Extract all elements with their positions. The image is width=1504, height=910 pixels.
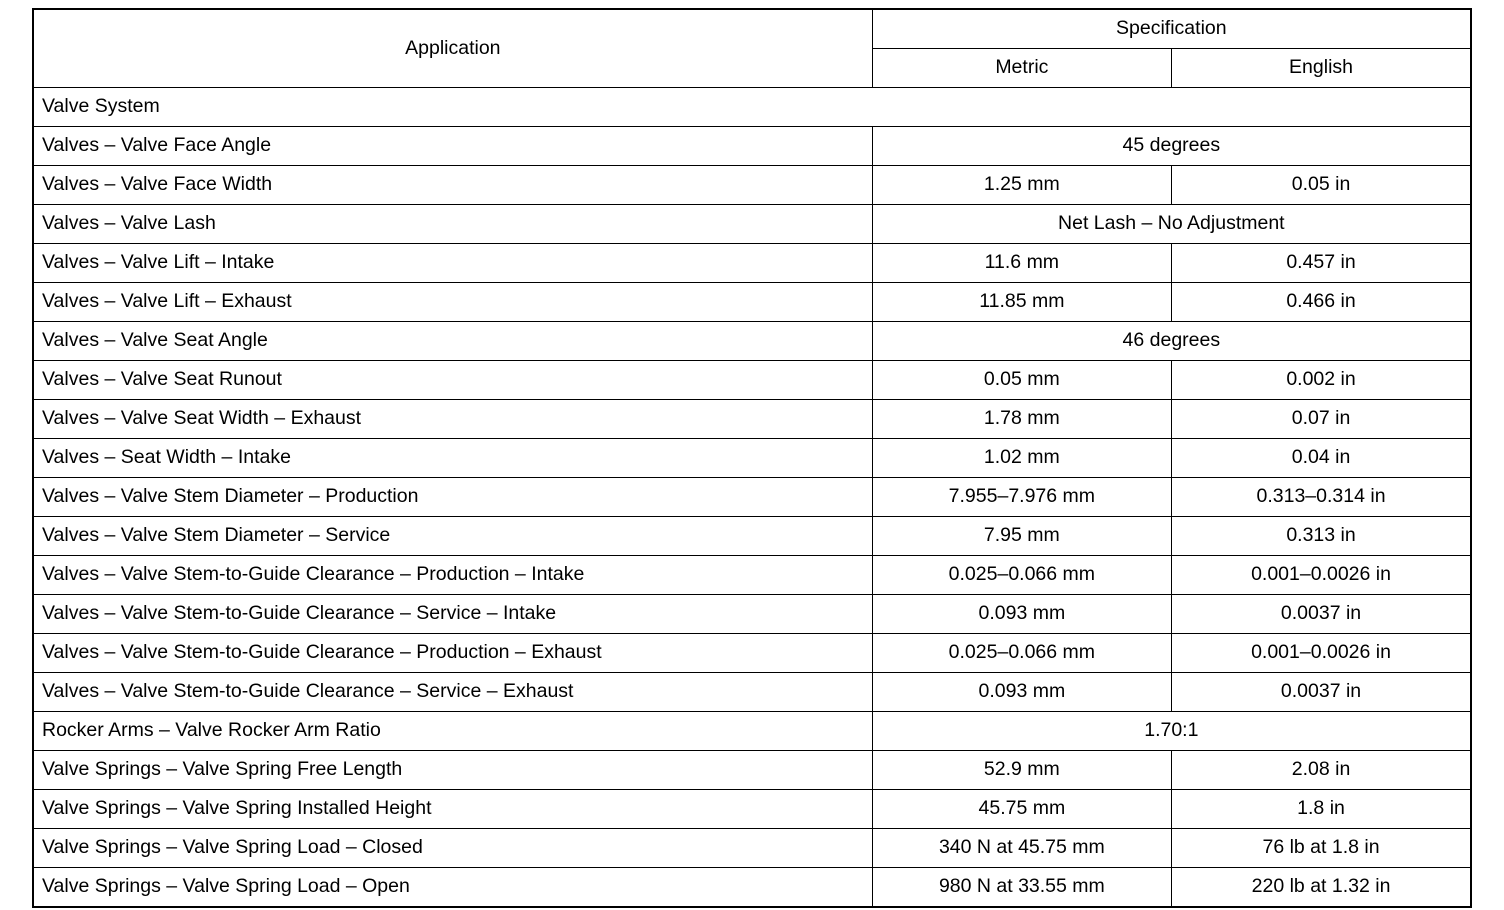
- table-header-row-primary: [33, 9, 1471, 49]
- cell-metric: 0.025–0.066 mm: [872, 556, 1171, 595]
- table-row: [33, 790, 1471, 829]
- cell-application: Valves – Valve Stem-to-Guide Clearance – Service – Exhaust: [33, 673, 872, 712]
- table-row: [33, 517, 1471, 556]
- cell-metric: 1.25 mm: [872, 166, 1171, 205]
- table-row: [33, 829, 1471, 868]
- cell-english: 1.8 in: [1172, 790, 1471, 829]
- cell-metric: 11.6 mm: [872, 244, 1171, 283]
- cell-application: Valves – Valve Stem-to-Guide Clearance – Production – Intake: [33, 556, 872, 595]
- cell-specification-combined: 46 degrees: [872, 322, 1471, 361]
- cell-application: Valve Springs – Valve Spring Installed Height: [33, 790, 872, 829]
- cell-metric: 7.955–7.976 mm: [872, 478, 1171, 517]
- group-label-valve-system: Valve System: [33, 88, 1471, 127]
- cell-specification-combined: Net Lash – No Adjustment: [872, 205, 1471, 244]
- cell-application: Valves – Valve Stem-to-Guide Clearance – Production – Exhaust: [33, 634, 872, 673]
- cell-application: Valves – Seat Width – Intake: [33, 439, 872, 478]
- cell-metric: 0.093 mm: [872, 673, 1171, 712]
- cell-metric: 980 N at 33.55 mm: [872, 868, 1171, 908]
- valve-system-specification-table: [32, 8, 1472, 908]
- table-group-row: [33, 88, 1471, 127]
- cell-application: Rocker Arms – Valve Rocker Arm Ratio: [33, 712, 872, 751]
- table-row: [33, 868, 1471, 908]
- cell-metric: 11.85 mm: [872, 283, 1171, 322]
- table-row: [33, 166, 1471, 205]
- cell-english: 0.457 in: [1172, 244, 1471, 283]
- cell-application: Valves – Valve Lift – Exhaust: [33, 283, 872, 322]
- cell-english: 0.0037 in: [1172, 673, 1471, 712]
- table-row: [33, 556, 1471, 595]
- table-row: [33, 400, 1471, 439]
- cell-english: 0.001–0.0026 in: [1172, 634, 1471, 673]
- cell-application: Valves – Valve Seat Angle: [33, 322, 872, 361]
- table-row: [33, 205, 1471, 244]
- cell-english: 220 lb at 1.32 in: [1172, 868, 1471, 908]
- cell-application: Valves – Valve Stem Diameter – Service: [33, 517, 872, 556]
- cell-english: 0.313–0.314 in: [1172, 478, 1471, 517]
- cell-english: 0.002 in: [1172, 361, 1471, 400]
- column-header-metric: Metric: [872, 49, 1171, 88]
- table-row: [33, 361, 1471, 400]
- table-row: [33, 283, 1471, 322]
- cell-application: Valves – Valve Seat Width – Exhaust: [33, 400, 872, 439]
- cell-application: Valves – Valve Lash: [33, 205, 872, 244]
- cell-metric: 45.75 mm: [872, 790, 1171, 829]
- cell-metric: 340 N at 45.75 mm: [872, 829, 1171, 868]
- table-row: [33, 634, 1471, 673]
- table-row: [33, 439, 1471, 478]
- table-row: [33, 244, 1471, 283]
- cell-english: 0.0037 in: [1172, 595, 1471, 634]
- cell-metric: 0.05 mm: [872, 361, 1171, 400]
- table-row: [33, 673, 1471, 712]
- cell-english: 0.07 in: [1172, 400, 1471, 439]
- table-row: [33, 478, 1471, 517]
- cell-application: Valve Springs – Valve Spring Free Length: [33, 751, 872, 790]
- cell-application: Valve Springs – Valve Spring Load – Open: [33, 868, 872, 908]
- cell-specification-combined: 45 degrees: [872, 127, 1471, 166]
- cell-english: 2.08 in: [1172, 751, 1471, 790]
- cell-metric: 1.02 mm: [872, 439, 1171, 478]
- column-header-english: English: [1172, 49, 1471, 88]
- cell-english: 0.466 in: [1172, 283, 1471, 322]
- cell-application: Valves – Valve Lift – Intake: [33, 244, 872, 283]
- cell-metric: 0.025–0.066 mm: [872, 634, 1171, 673]
- cell-application: Valves – Valve Stem Diameter – Production: [33, 478, 872, 517]
- cell-application: Valves – Valve Stem-to-Guide Clearance – Service – Intake: [33, 595, 872, 634]
- cell-metric: 1.78 mm: [872, 400, 1171, 439]
- cell-english: 76 lb at 1.8 in: [1172, 829, 1471, 868]
- cell-specification-combined: 1.70:1: [872, 712, 1471, 751]
- cell-application: Valves – Valve Face Width: [33, 166, 872, 205]
- cell-application: Valves – Valve Seat Runout: [33, 361, 872, 400]
- cell-english: 0.05 in: [1172, 166, 1471, 205]
- table-row: [33, 127, 1471, 166]
- column-header-specification: Specification: [872, 9, 1471, 49]
- table-row: [33, 712, 1471, 751]
- cell-english: 0.04 in: [1172, 439, 1471, 478]
- cell-application: Valves – Valve Face Angle: [33, 127, 872, 166]
- column-header-application: Application: [33, 9, 872, 88]
- cell-metric: 7.95 mm: [872, 517, 1171, 556]
- table-row: [33, 322, 1471, 361]
- cell-english: 0.313 in: [1172, 517, 1471, 556]
- cell-english: 0.001–0.0026 in: [1172, 556, 1471, 595]
- cell-metric: 52.9 mm: [872, 751, 1171, 790]
- table-row: [33, 751, 1471, 790]
- cell-application: Valve Springs – Valve Spring Load – Closed: [33, 829, 872, 868]
- cell-metric: 0.093 mm: [872, 595, 1171, 634]
- table-row: [33, 595, 1471, 634]
- table-body: [33, 9, 1471, 907]
